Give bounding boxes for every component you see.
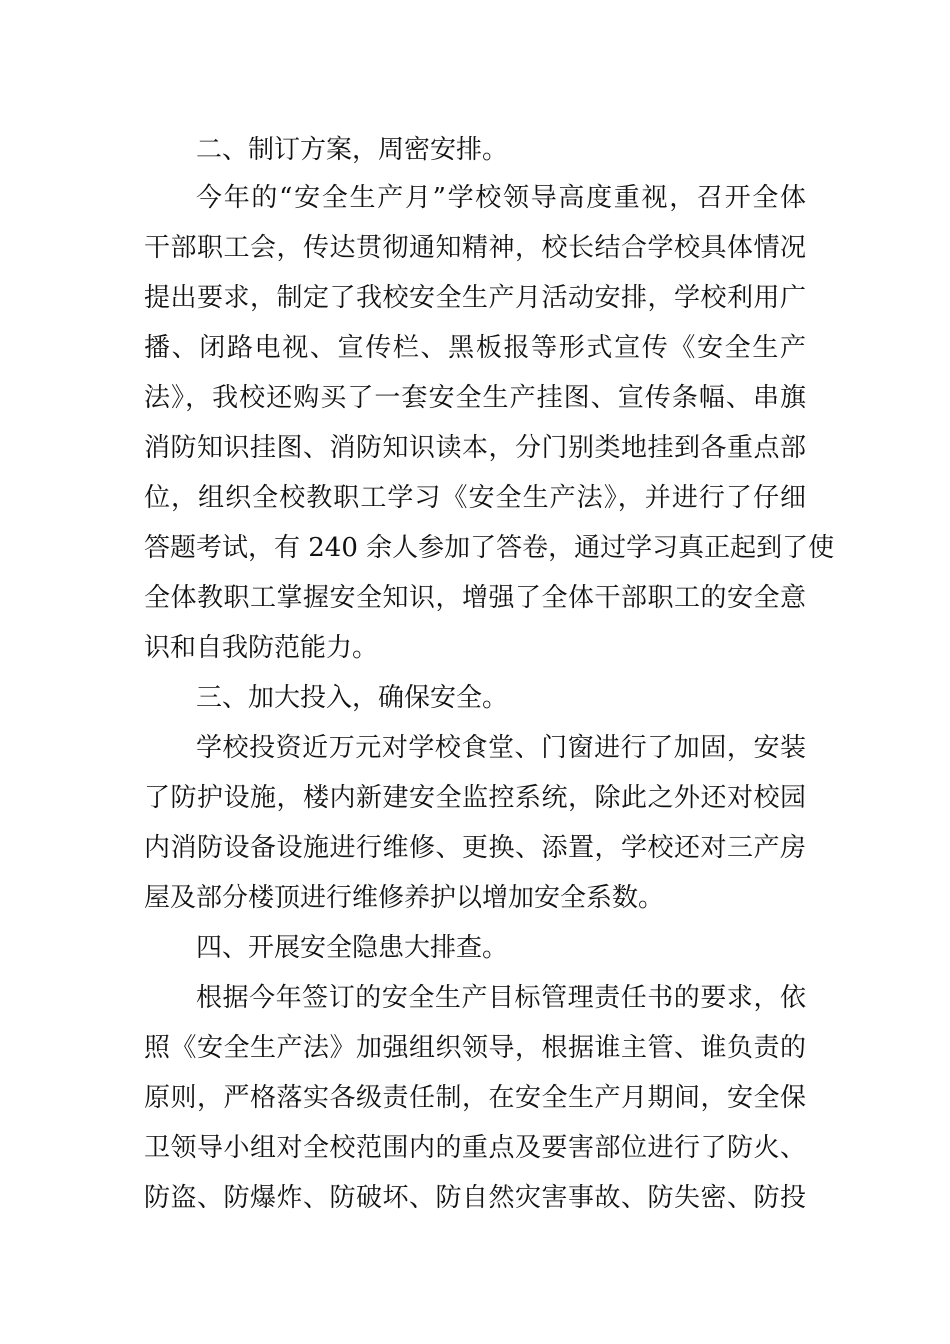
paragraph-line: 原则，严格落实各级责任制，在安全生产月期间，安全保 <box>144 1083 806 1113</box>
paragraph-line: 干部职工会，传达贯彻通知精神，校长结合学校具体情况 <box>144 233 806 263</box>
paragraph-line: 播、闭路电视、宣传栏、黑板报等形式宣传《安全生产 <box>144 333 806 363</box>
paragraph-line: 位，组织全校教职工学习《安全生产法》，并进行了仔细 <box>144 483 806 513</box>
section-heading-4: 四、开展安全隐患大排查。 <box>196 933 509 963</box>
paragraph-line: 消防知识挂图、消防知识读本，分门别类地挂到各重点部 <box>144 433 806 463</box>
paragraph-line: 法》，我校还购买了一套安全生产挂图、宣传条幅、串旗 <box>144 383 806 413</box>
paragraph-line: 学校投资近万元对学校食堂、门窗进行了加固，安装 <box>196 733 806 763</box>
paragraph-line: 了防护设施，楼内新建安全监控系统，除此之外还对校园 <box>144 783 806 813</box>
paragraph-line: 今年的“安全生产月”学校领导高度重视，召开全体 <box>196 183 806 213</box>
paragraph-line: 内消防设备设施进行维修、更换、添置，学校还对三产房 <box>144 833 806 863</box>
paragraph-line: 识和自我防范能力。 <box>144 633 379 663</box>
paragraph-line: 全体教职工掌握安全知识，增强了全体干部职工的安全意 <box>144 583 806 613</box>
section-heading-2: 二、制订方案，周密安排。 <box>196 135 509 165</box>
paragraph-line: 答题考试，有 240 余人参加了答卷，通过学习真正起到了使 <box>144 533 835 563</box>
paragraph-line: 照《安全生产法》加强组织领导，根据谁主管、谁负责的 <box>144 1033 806 1063</box>
paragraph-line: 防盗、防爆炸、防破坏、防自然灾害事故、防失密、防投 <box>144 1183 806 1213</box>
paragraph-line: 屋及部分楼顶进行维修养护以增加安全系数。 <box>144 883 665 913</box>
paragraph-line: 卫领导小组对全校范围内的重点及要害部位进行了防火、 <box>144 1133 806 1163</box>
paragraph-line: 提出要求，制定了我校安全生产月活动安排，学校利用广 <box>144 283 806 313</box>
paragraph-line: 根据今年签订的安全生产目标管理责任书的要求，依 <box>196 983 806 1013</box>
section-heading-3: 三、加大投入，确保安全。 <box>196 683 509 713</box>
